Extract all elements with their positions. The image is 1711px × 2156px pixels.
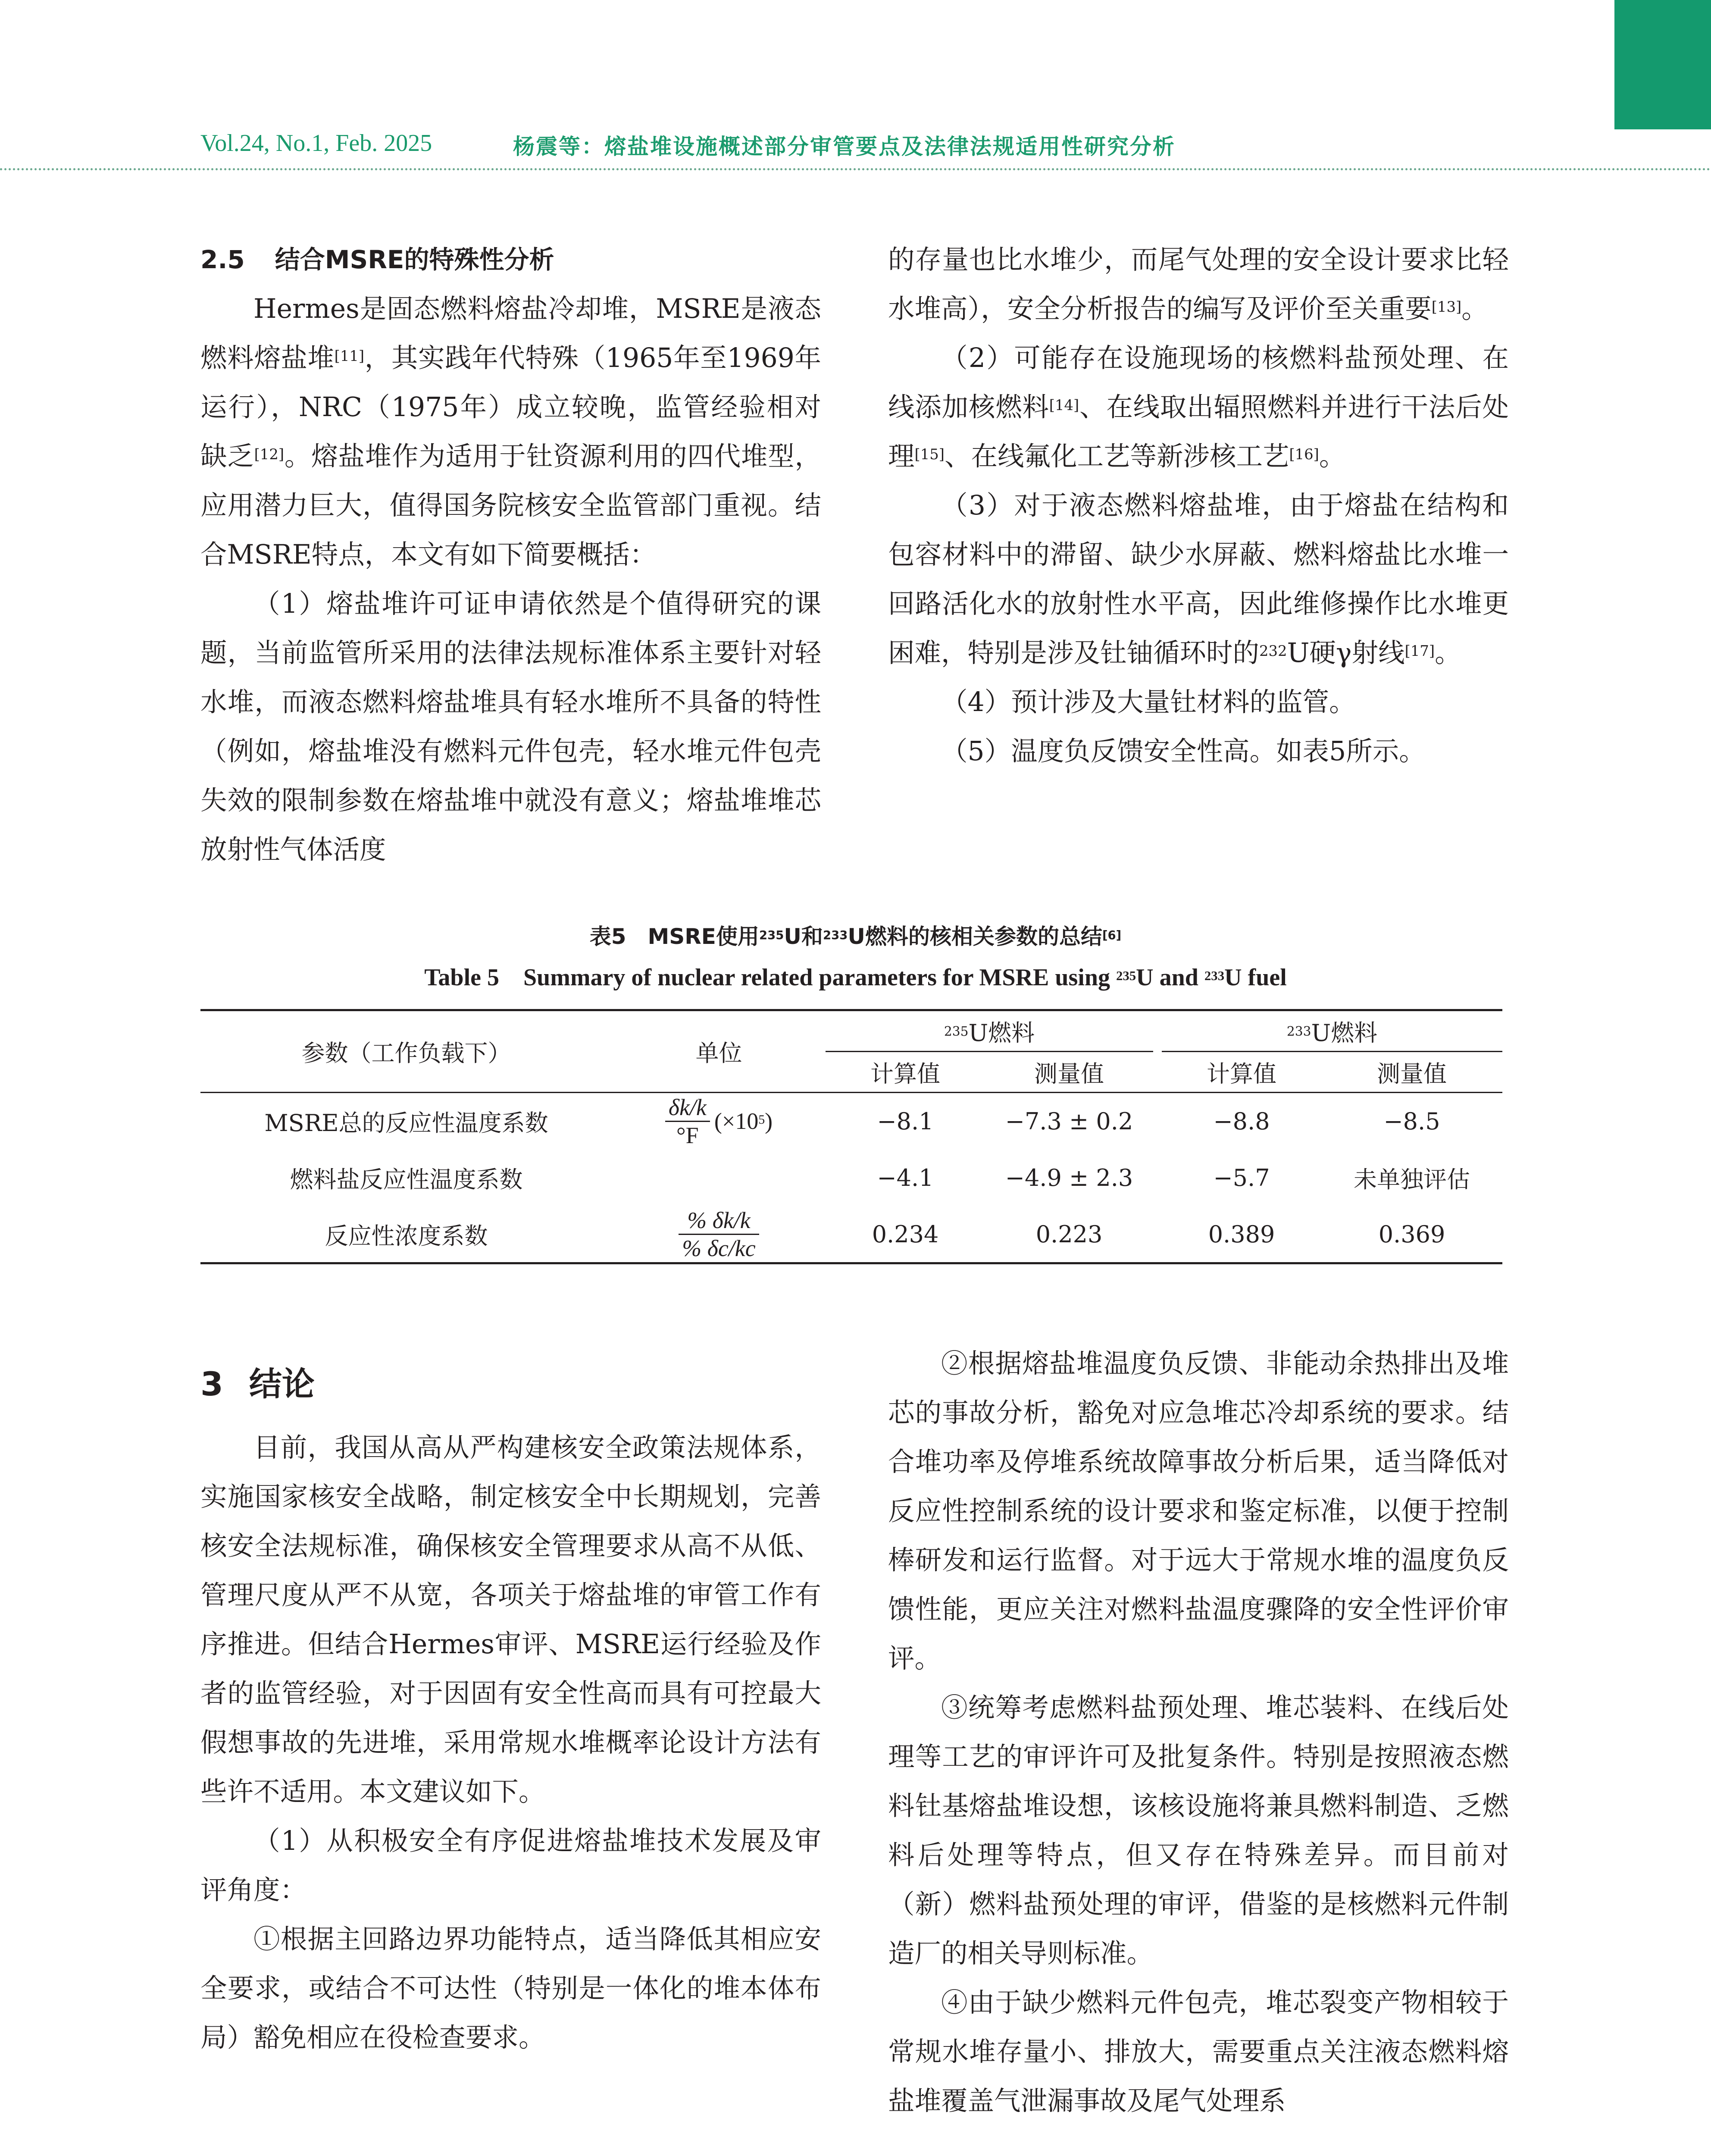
citation: [17] [1404,642,1435,660]
table-caption-en [0,958,1711,993]
text: 。 [1435,637,1461,668]
isotope-superscript: 233 [1204,968,1225,983]
column-header-measured: 测量值 [985,1052,1153,1093]
isotope-superscript: 233 [1286,1024,1311,1039]
column-header-parameter: 参数（工作负载下） [200,1010,612,1093]
isotope-superscript: 235 [759,928,784,942]
unit-fraction [665,1094,710,1149]
citation: [16] [1289,446,1319,463]
unit-denominator: % δc/kc [682,1235,756,1261]
paragraph [888,481,1509,677]
table-5 [200,1009,1502,1264]
section-number: 2.5 [200,245,245,274]
column-group-u235 [826,1010,1153,1052]
paragraph: ①根据主回路边界功能特点，适当降低其相应安全要求，或结合不可达性（特别是一体化的堆本体布局）豁免相应在役检查要求。 [200,1924,821,2053]
cell-value: −8.5 [1383,1107,1440,1135]
left-column-lower [200,1354,821,2062]
paragraph [200,284,821,579]
citation: [13] [1431,298,1462,316]
column-group-u233 [1162,1010,1502,1052]
section-heading-3 [200,1354,821,1414]
table-row [200,1093,1502,1150]
table-caption-cn [0,919,1711,950]
citation: [11] [334,348,365,365]
paragraph [888,333,1509,481]
column-header-unit: 单位 [612,1010,826,1093]
text: (×10 [714,1108,759,1134]
column-header-measured: 测量值 [1321,1052,1502,1093]
text: U and [1136,964,1204,991]
text: ，其实践年代特殊（1965年至1969年运行），NRC（1975年）成立较晚，监管经验相对缺乏 [200,342,821,472]
cell-parameter: 燃料盐反应性温度系数 [290,1166,523,1193]
unit-numerator: % δk/k [679,1207,759,1235]
text: U和 [784,924,823,949]
header-divider [0,168,1711,170]
spacer [1153,1010,1162,1052]
page-corner-tab [1614,0,1711,129]
cell-value: −8.1 [877,1107,934,1135]
left-column-upper [200,235,821,874]
isotope-superscript: 232 [1259,642,1287,660]
spacer [1153,1052,1162,1093]
cell-value: 0.223 [985,1206,1153,1263]
text: 、在线取出辐照燃料并进行干法后处理 [888,392,1509,472]
table-row [200,1206,1502,1263]
running-title: 杨震等：熔盐堆设施概述部分审管要点及法律法规适用性研究分析 [513,134,1176,159]
section-heading-2-5 [200,235,821,284]
cell-value: 0.389 [1162,1206,1321,1263]
text: ) [765,1108,773,1134]
text: 。熔盐堆作为适用于钍资源利用的四代堆型，应用潜力巨大，值得国务院核安全监管部门重视。结合MSRE特点，本文有如下简要概括： [200,441,821,570]
paragraph [888,235,1509,333]
paragraph: （5）温度负反馈安全性高。如表5所示。 [941,736,1426,767]
column-header-calculated: 计算值 [1162,1052,1321,1093]
right-column-lower [888,1339,1509,2125]
paragraph: ②根据熔盐堆温度负反馈、非能动余热排出及堆芯的事故分析，豁免对应急堆芯冷却系统的要求。结合堆功率及停堆系统故障事故分析后果，适当降低对反应性控制系统的设计要求和鉴定标准，以便于控制棒研发和运行监督。对于远大于常规水堆的温度负反馈性能，更应关注对燃料盐温度骤降的安全性评价审评。 [888,1348,1509,1674]
spacer [1153,1150,1162,1206]
text: 的存量也比水堆少，而尾气处理的安全设计要求比轻水堆高），安全分析报告的编写及评价至关重要 [888,244,1509,324]
spacer [1153,1206,1162,1263]
text: 。 [1319,441,1346,472]
cell-parameter: MSRE总的反应性温度系数 [264,1109,548,1137]
isotope-superscript: 233 [823,928,848,942]
cell-value: −5.7 [1213,1164,1270,1191]
text: Table 5 Summary of nuclear related parameters for MSRE using [424,964,1116,991]
text: 。 [1461,293,1488,324]
paragraph: （1）熔盐堆许可证申请依然是个值得研究的课题，当前监管所采用的法律法规标准体系主要针对轻水堆，而液态燃料熔盐堆具有轻水堆所不具备的特性（例如，熔盐堆没有燃料元件包壳，轻水堆元件包壳失效的限制参数在熔盐堆中就没有意义；熔盐堆堆芯放射性气体活度 [200,588,821,865]
unit-denominator: °F [676,1122,699,1148]
unit-fraction [679,1207,759,1262]
paragraph: ④由于缺少燃料元件包壳，堆芯裂变产物相较于常规水堆存量小、排放大，需要重点关注液态燃料熔盐堆覆盖气泄漏事故及尾气处理系 [888,1987,1509,2116]
unit-numerator: δk/k [665,1094,710,1122]
text: （2）可能存在设施现场的核燃料盐预处理、在线添加核燃料 [888,342,1509,423]
text: Hermes是固态燃料熔盐冷却堆，MSRE是液态燃料熔盐堆 [200,293,821,373]
paragraph: 目前，我国从高从严构建核安全政策法规体系，实施国家核安全战略，制定核安全中长期规划，完善核安全法规标准，确保核安全管理要求从高不从低、管理尺度从严不从宽，各项关于熔盐堆的审管工作有序推进。但结合Hermes审评、MSRE运行经验及作者的监管经验，对于因固有安全性高而具有可控最大假想事故的先进堆，采用常规水堆概率论设计方法有些许不适用。本文建议如下。 [200,1432,821,1807]
isotope-superscript: 235 [1116,968,1136,983]
citation: [12] [254,446,285,463]
text: U燃料的核相关参数的总结 [848,924,1102,949]
exponent: 5 [758,1113,765,1127]
cell-value: 0.369 [1321,1206,1502,1263]
text: U fuel [1224,964,1287,991]
cell-unit [612,1150,826,1206]
citation: [15] [914,446,945,463]
spacer [1153,1093,1162,1150]
text: U燃料 [968,1019,1035,1047]
section-number: 3 [200,1365,223,1403]
table-row [200,1150,1502,1206]
paragraph: （4）预计涉及大量钍材料的监管。 [941,686,1356,718]
section-title: 结合MSRE的特殊性分析 [275,245,554,274]
cell-value: 未单独评估 [1354,1166,1470,1193]
text: （3）对于液态燃料熔盐堆，由于熔盐在结构和包容材料中的滞留、缺少水屏蔽、燃料熔盐比水堆一回路活化水的放射性水平高，因此维修操作比水堆更困难，特别是涉及钍铀循环时的 [888,490,1509,668]
citation: [14] [1049,397,1079,414]
right-column-upper [888,235,1509,776]
cell-value: −8.8 [1213,1107,1270,1135]
column-header-calculated: 计算值 [826,1052,985,1093]
text: 表5 MSRE使用 [589,924,759,949]
isotope-superscript: 235 [944,1024,969,1039]
text: U燃料 [1311,1019,1378,1047]
cell-value: 0.234 [826,1206,985,1263]
text: U硬γ射线 [1287,637,1405,668]
journal-info: Vol.24, No.1, Feb. 2025 [200,130,432,157]
section-title: 结论 [249,1365,315,1403]
text: 、在线氟化工艺等新涉核工艺 [944,441,1289,472]
cell-unit [612,1093,826,1150]
cell-unit [612,1206,826,1263]
cell-value: −4.1 [877,1164,934,1191]
unit-multiplier [714,1108,773,1134]
paragraph: （1）从积极安全有序促进熔盐堆技术发展及审评角度： [200,1825,821,1905]
cell-value: −7.3 ± 0.2 [1005,1107,1133,1135]
cell-parameter: 反应性浓度系数 [200,1206,612,1263]
cell-value: −4.9 ± 2.3 [1005,1164,1133,1191]
citation: [6] [1102,928,1122,942]
paragraph: ③统筹考虑燃料盐预处理、堆芯装料、在线后处理等工艺的审评许可及批复条件。特别是按照液态燃料钍基熔盐堆设想，该核设施将兼具燃料制造、乏燃料后处理等特点，但又存在特殊差异。而目前对（新）燃料盐预处理的审评，借鉴的是核燃料元件制造厂的相关导则标准。 [888,1692,1509,1969]
